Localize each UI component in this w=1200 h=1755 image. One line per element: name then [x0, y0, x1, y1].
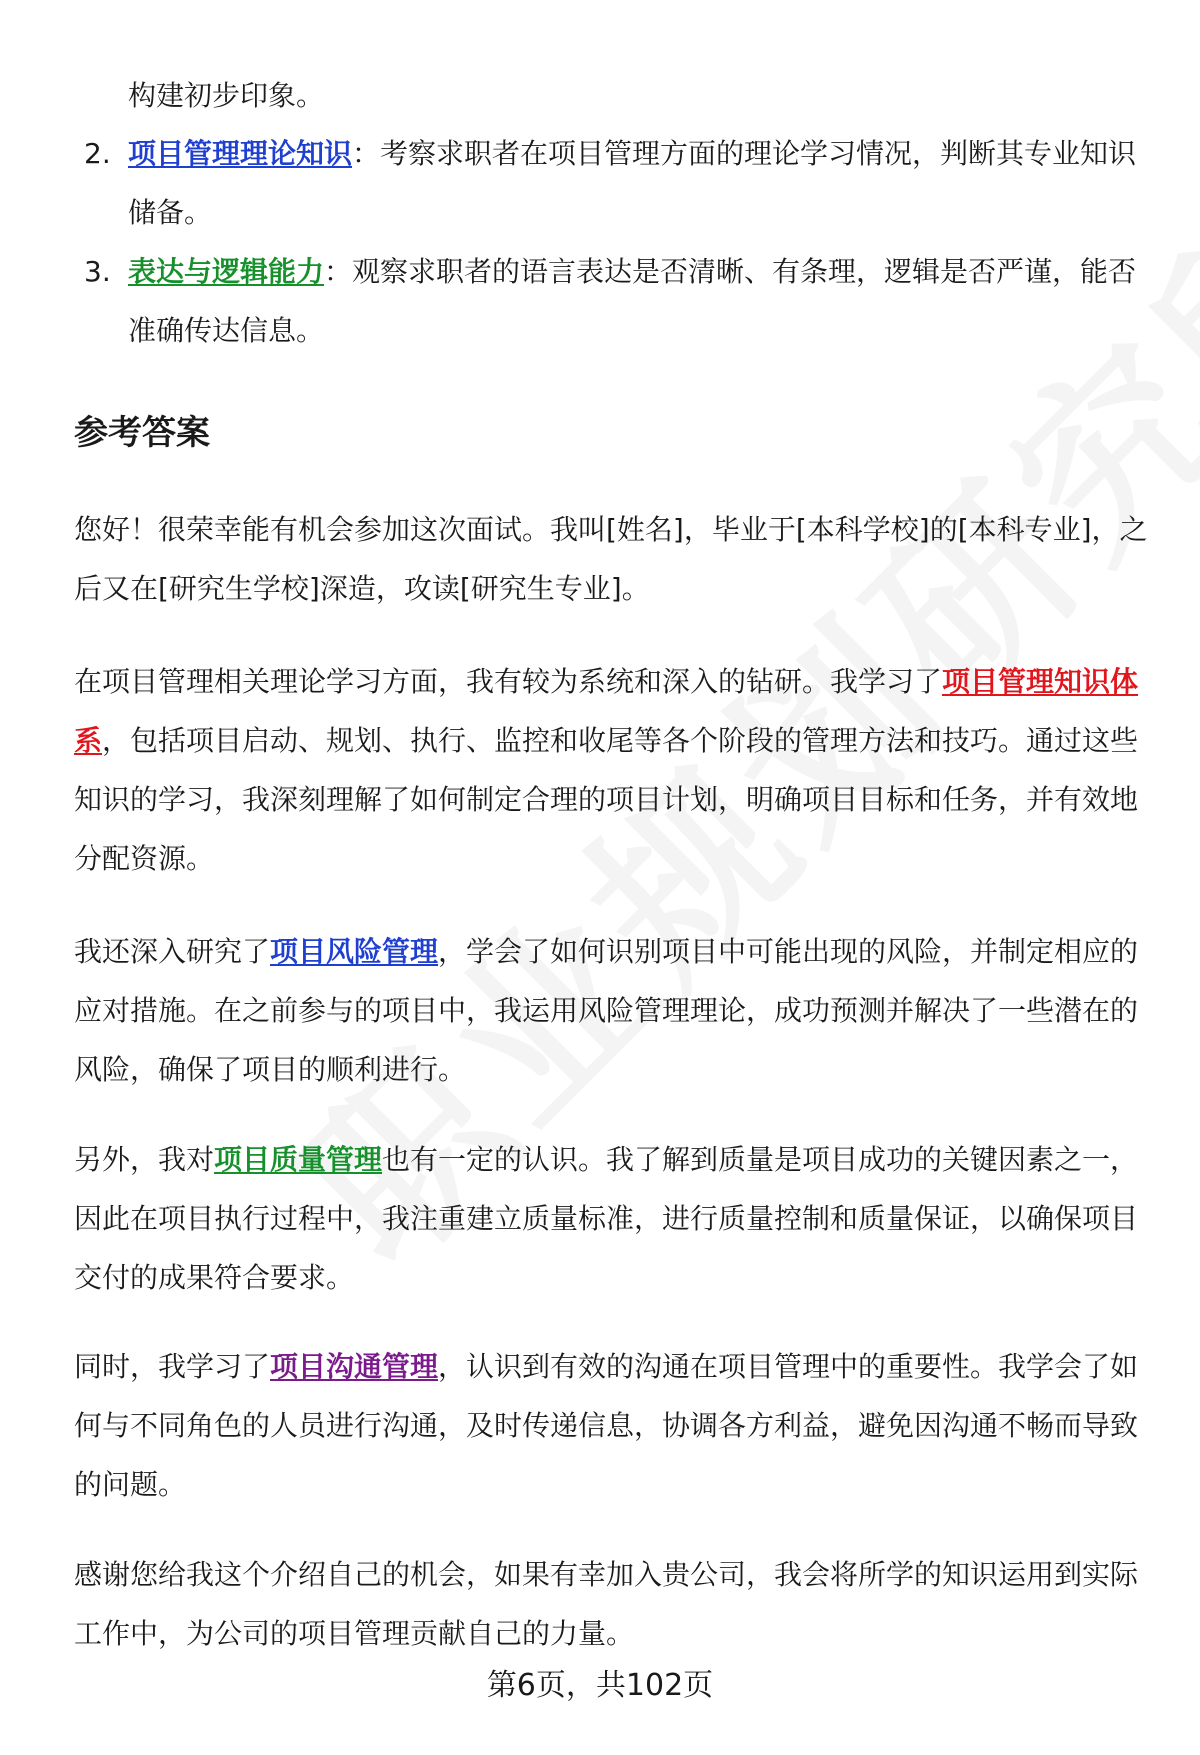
paragraph-risk-text-before: 我还深入研究了 — [74, 935, 271, 968]
keyword-pm-body-of-knowledge: 项目管理知识体系 — [74, 665, 1139, 757]
paragraph-theory-text-before: 在项目管理相关理论学习方面，我有较为系统和深入的钻研。我学习了 — [74, 665, 943, 698]
keyword-quality-management: 项目质量管理 — [214, 1143, 383, 1176]
list-number-2: 2. — [84, 137, 111, 170]
paragraph-risk-text-after: ，学会了如何识别项目中可能出现的风险，并制定相应的应对措施。在之前参与的项目中，我运用风险管理理论，成功预测并解决了一些潜在的风险，确保了项目的顺利进行。 — [74, 935, 1139, 1086]
paragraph-quality-text-after: 也有一定的认识。我了解到质量是项目成功的关键因素之一，因此在项目执行过程中，我注重建立质量标准，进行质量控制和质量保证，以确保项目交付的成果符合要求。 — [74, 1143, 1139, 1294]
list-item-3-text: ：观察求职者的语言表达是否清晰、有条理，逻辑是否严谨，能否准确传达信息。 — [128, 255, 1137, 347]
list-number-3: 3. — [84, 255, 111, 288]
list-item-3 — [128, 242, 1150, 360]
paragraph-theory-text-after: ，包括项目启动、规划、执行、监控和收尾等各个阶段的管理方法和技巧。通过这些知识的学习，我深刻理解了如何制定合理的项目计划，明确项目目标和任务，并有效地分配资源。 — [74, 724, 1139, 875]
paragraph-greeting: 您好！很荣幸能有机会参加这次面试。我叫[姓名]，毕业于[本科学校]的[本科专业]，之后又在[研究生学校]深造，攻读[研究生专业]。 — [74, 513, 1148, 605]
list-item-2 — [128, 124, 1150, 242]
section-heading: 参考答案 — [74, 413, 210, 453]
keyword-project-management-theory: 项目管理理论知识 — [128, 137, 353, 170]
paragraph-communication-text-after: ，认识到有效的沟通在项目管理中的重要性。我学会了如何与不同角色的人员进行沟通，及时传递信息，协调各方利益，避免因沟通不畅而导致的问题。 — [74, 1350, 1139, 1501]
keyword-expression-logic: 表达与逻辑能力 — [128, 255, 325, 288]
keyword-communication-management: 项目沟通管理 — [270, 1350, 439, 1383]
page-footer: 第6页，共102页 — [486, 1668, 714, 1703]
paragraph-communication — [74, 1337, 1150, 1514]
keyword-risk-management: 项目风险管理 — [270, 935, 439, 968]
paragraph-quality — [74, 1130, 1150, 1307]
list-item-2-text: ：考察求职者在项目管理方面的理论学习情况，判断其专业知识储备。 — [128, 137, 1137, 229]
paragraph-quality-text-before: 另外，我对 — [74, 1143, 215, 1176]
list-item-1-tail: 构建初步印象。 — [128, 79, 325, 112]
paragraph-communication-text-before: 同时，我学习了 — [74, 1350, 271, 1383]
paragraph-closing: 感谢您给我这个介绍自己的机会，如果有幸加入贵公司，我会将所学的知识运用到实际工作中，为公司的项目管理贡献自己的力量。 — [74, 1558, 1139, 1650]
paragraph-theory — [74, 652, 1150, 888]
paragraph-risk — [74, 922, 1150, 1099]
